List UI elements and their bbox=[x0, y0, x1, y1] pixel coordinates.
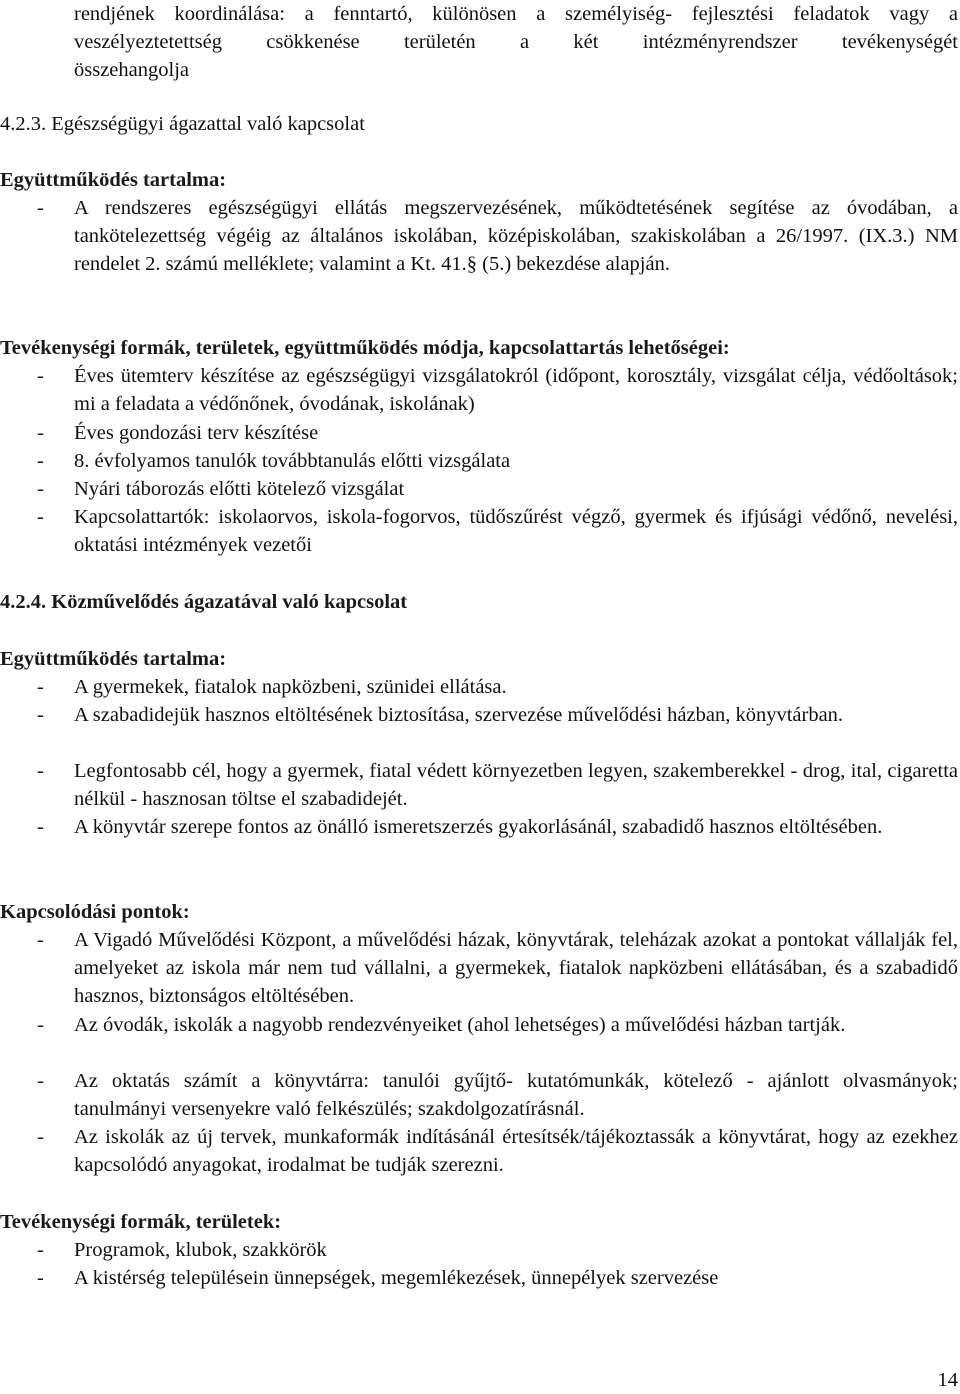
list-item-text: A kistérség településein ünnepségek, megemlékezések, ünnepélyek szervezése bbox=[74, 1267, 719, 1289]
list-item-text: Az iskolák az új tervek, munkaformák indításánál értesítsék/tájékoztassák a könyvtárat, hogy az ezekhez kapcsolódó anyagokat, irodalmat be tudják szerezni. bbox=[74, 1126, 958, 1177]
list-dash: - bbox=[37, 929, 44, 951]
list-dash: - bbox=[37, 1267, 44, 1289]
list-item-text: Legfontosabb cél, hogy a gyermek, fiatal védett környezetben legyen, szakemberekkel - drog, ital, cigaretta nélkül - hasznosan töltse el szabadidejét. bbox=[74, 760, 958, 811]
list-item-text: A gyermekek, fiatalok napközbeni, szünidei ellátása. bbox=[74, 676, 507, 698]
list-dash: - bbox=[37, 816, 44, 838]
list-dash: - bbox=[37, 197, 44, 219]
list-item-text: Kapcsolattartók: iskolaorvos, iskola-fogorvos, tüdőszűrést végző, gyermek és ifjúsági védőnő, nevelési, oktatási intézmények vezetői bbox=[74, 506, 958, 557]
intro-paragraph bbox=[74, 0, 958, 85]
list-dash: - bbox=[37, 506, 44, 528]
cooperation-content-heading-2: Együttműködés tartalma: bbox=[0, 648, 227, 670]
list-item-text: A Vigadó Művelődési Központ, a művelődési házak, könyvtárak, teleházak azokat a pontokat vállalják fel, amelyeket az iskola már nem tud vállalni, a gyermekek, fiatalok napközbeni ellátásában, és a szabadidő hasznos, biztonságos eltöltésében. bbox=[74, 929, 958, 1008]
list-dash: - bbox=[37, 450, 44, 472]
intro-line-2: veszélyeztetettség csökkenése területén a két intézményrendszer tevékenységét bbox=[74, 31, 958, 54]
list-dash: - bbox=[37, 1239, 44, 1261]
intro-line-3: összehangolja bbox=[74, 59, 189, 82]
list-dash: - bbox=[37, 760, 44, 782]
list-item-text: A könyvtár szerepe fontos az önálló ismeretszerzés gyakorlásánál, szabadidő hasznos eltöltésében. bbox=[74, 816, 883, 838]
cooperation-content-heading: Együttműködés tartalma: bbox=[0, 169, 227, 191]
list-item-text: 8. évfolyamos tanulók továbbtanulás előtti vizsgálata bbox=[74, 450, 511, 472]
list-dash: - bbox=[37, 704, 44, 726]
list-dash: - bbox=[37, 1070, 44, 1092]
list-item-text: Programok, klubok, szakkörök bbox=[74, 1239, 327, 1261]
list-dash: - bbox=[37, 676, 44, 698]
list-item-text: Az oktatás számít a könyvtárra: tanulói gyűjtő- kutatómunkák, kötelező - ajánlott olvasmányok; tanulmányi versenyekre való felkészülés; szakdolgozatírásnál. bbox=[74, 1070, 958, 1121]
page-number: 14 bbox=[937, 1369, 958, 1391]
section-heading-4-2-4: 4.2.4. Közművelődés ágazatával való kapcsolat bbox=[0, 591, 408, 613]
intro-line-1: rendjének koordinálása: a fenntartó, különösen a személyiség- fejlesztési feladatok vagy a bbox=[74, 3, 958, 25]
activity-forms-heading: Tevékenységi formák, területek: bbox=[0, 1211, 282, 1233]
contact-points-heading: Kapcsolódási pontok: bbox=[0, 901, 190, 923]
forms-heading: Tevékenységi formák, területek, együttműködés módja, kapcsolattartás lehetőségei: bbox=[0, 337, 730, 359]
list-dash: - bbox=[37, 422, 44, 444]
list-item-text: Nyári táborozás előtti kötelező vizsgálat bbox=[74, 478, 405, 500]
list-item-text: A rendszeres egészségügyi ellátás megszervezésének, működtetésének segítése az óvodában, a tankötelezettség végéig az általános iskolában, középiskolában, szakiskolában a 26/1997. (IX.3.) NM rendelet 2. számú melléklete; valamint a Kt. 41.§ (5.) bekezdése alapján. bbox=[74, 197, 958, 276]
list-dash: - bbox=[37, 1126, 44, 1148]
list-item-text: Az óvodák, iskolák a nagyobb rendezvényeiket (ahol lehetséges) a művelődési házban tartják. bbox=[74, 1014, 846, 1036]
list-dash: - bbox=[37, 1014, 44, 1036]
list-item-text: Éves ütemterv készítése az egészségügyi vizsgálatokról (időpont, korosztály, vizsgálat célja, védőoltások; mi a feladata a védőnőnek, óvodának, iskolának) bbox=[74, 365, 958, 416]
section-heading-4-2-3: 4.2.3. Egészségügyi ágazattal való kapcsolat bbox=[0, 113, 365, 135]
list-item-text: Éves gondozási terv készítése bbox=[74, 422, 319, 444]
list-dash: - bbox=[37, 365, 44, 387]
list-dash: - bbox=[37, 478, 44, 500]
list-item-text: A szabadidejük hasznos eltöltésének biztosítása, szervezése művelődési házban, könyvtárban. bbox=[74, 704, 844, 726]
